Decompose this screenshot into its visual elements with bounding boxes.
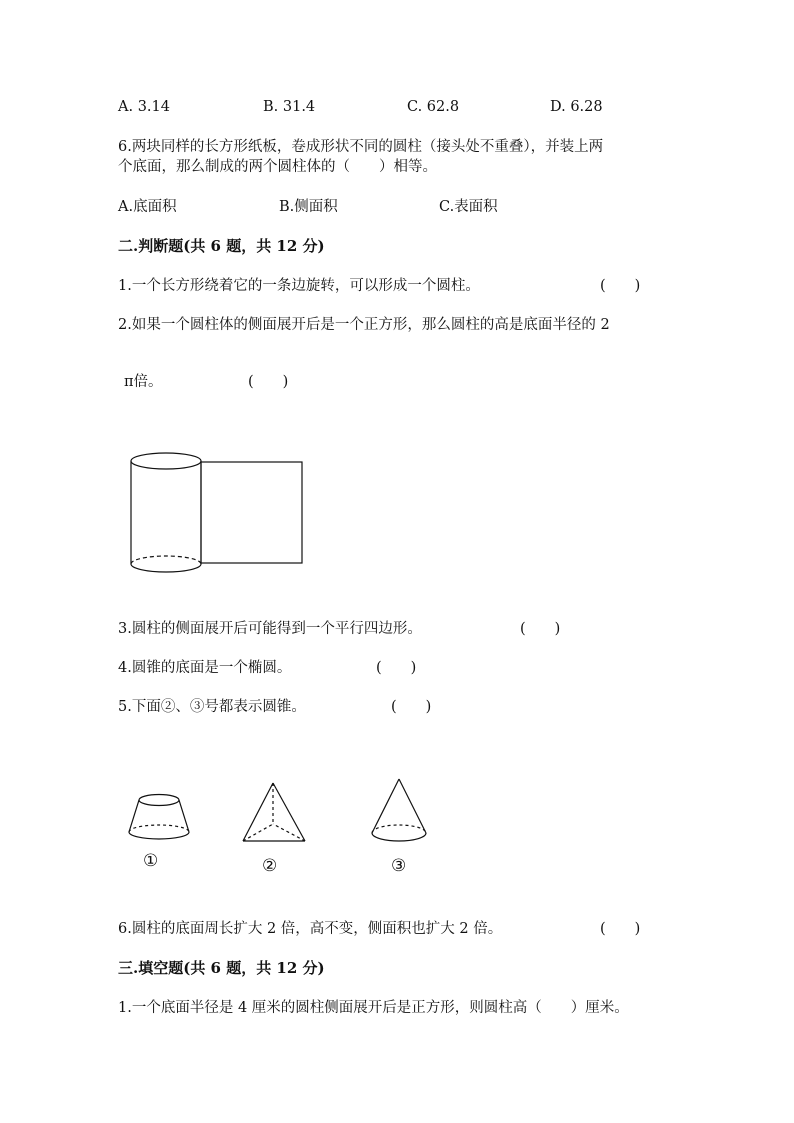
- pyramid-figure: [240, 780, 310, 846]
- cylinder-bottom-front: [131, 564, 201, 572]
- section3-title: 三.填空题(共 6 题，共 12 分): [118, 959, 325, 977]
- unrolled-side-rectangle: [201, 462, 302, 563]
- q6-line2: 个底面，那么制成的两个圆柱体的（ ）相等。: [118, 159, 437, 175]
- s2-q2-line1: 2.如果一个圆柱体的侧面展开后是一个正方形，那么圆柱的高是底面半径的 2: [118, 317, 610, 333]
- frustum-figure: [126, 792, 192, 848]
- s2-q1-text: 1.一个长方形绕着它的一条边旋转，可以形成一个圆柱。: [118, 278, 480, 294]
- s2-q3-answer-paren[interactable]: ( ): [520, 621, 561, 637]
- q5-option-a: A. 3.14: [118, 99, 170, 115]
- s2-q4-text: 4.圆锥的底面是一个椭圆。: [118, 660, 292, 676]
- s2-q1-answer-paren[interactable]: ( ): [600, 278, 641, 294]
- s2-q2-answer-paren[interactable]: ( ): [248, 374, 289, 390]
- s2-q6-text: 6.圆柱的底面周长扩大 2 倍，高不变，侧面积也扩大 2 倍。: [118, 921, 503, 937]
- cone-figure: [369, 776, 435, 850]
- q6-option-b: B.侧面积: [279, 199, 338, 215]
- figure-label-2: ②: [262, 856, 278, 876]
- s2-q6-answer-paren[interactable]: ( ): [600, 921, 641, 937]
- s2-q5-answer-paren[interactable]: ( ): [391, 699, 432, 715]
- s2-q4-answer-paren[interactable]: ( ): [376, 660, 417, 676]
- q5-option-d: D. 6.28: [550, 99, 603, 115]
- s2-q2-line2: π倍。: [124, 374, 163, 390]
- s2-q3-text: 3.圆柱的侧面展开后可能得到一个平行四边形。: [118, 621, 422, 637]
- figure-label-3: ③: [391, 856, 407, 876]
- figure-label-1: ①: [143, 851, 159, 871]
- cylinder-top-ellipse: [131, 453, 201, 469]
- cylinder-unfold-figure: [128, 450, 308, 580]
- section2-title: 二.判断题(共 6 题，共 12 分): [118, 237, 325, 255]
- cylinder-bottom-back: [131, 556, 201, 564]
- q6-line1: 6.两块同样的长方形纸板，卷成形状不同的圆柱（接头处不重叠），并装上两: [118, 139, 604, 155]
- q6-option-c: C.表面积: [439, 199, 498, 215]
- q5-option-c: C. 62.8: [407, 99, 460, 115]
- q5-option-b: B. 31.4: [263, 99, 316, 115]
- s2-q5-text: 5.下面②、③号都表示圆锥。: [118, 699, 306, 715]
- s3-q1-text: 1.一个底面半径是 4 厘米的圆柱侧面展开后是正方形，则圆柱高（ ）厘米。: [118, 1000, 629, 1016]
- q6-option-a: A.底面积: [118, 199, 177, 215]
